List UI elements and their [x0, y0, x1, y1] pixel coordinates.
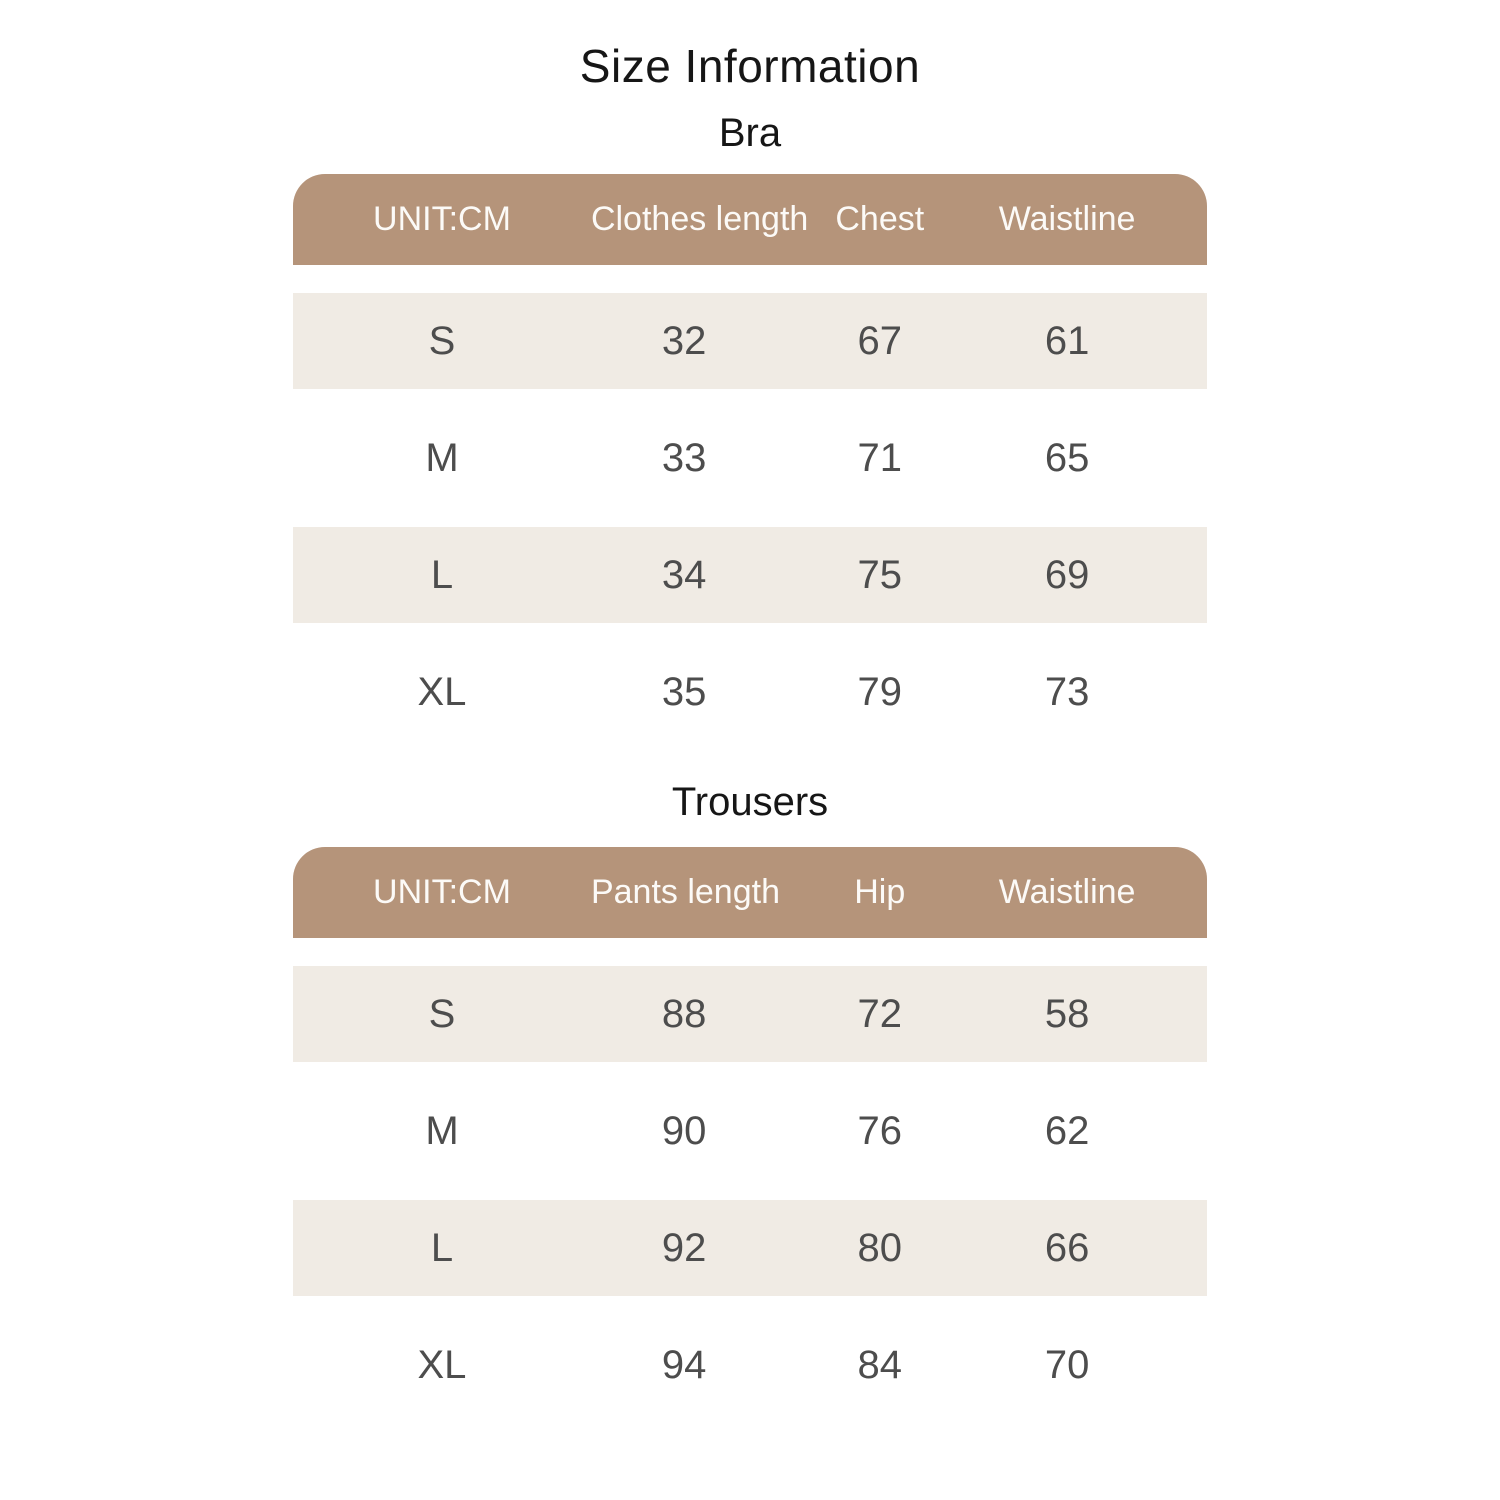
value-cell: 65 [1044, 435, 1090, 480]
value-cell: 80 [857, 1225, 903, 1270]
value-cell: 67 [857, 318, 903, 363]
size-cell: S [428, 991, 456, 1036]
table-row-m [293, 1062, 1207, 1200]
section-title-trousers: Trousers [671, 780, 829, 824]
value-cell: 66 [1044, 1225, 1090, 1270]
size-cell: L [430, 1225, 454, 1270]
table-row-s [293, 293, 1207, 389]
value-cell: 33 [661, 435, 707, 480]
page-title: Size Information [579, 40, 921, 92]
column-header-waistline: Waistline [998, 200, 1136, 238]
value-cell: 90 [661, 1108, 707, 1153]
table-row-s [293, 966, 1207, 1062]
value-cell: 32 [661, 318, 707, 363]
value-cell: 62 [1044, 1108, 1090, 1153]
value-cell: 61 [1044, 318, 1090, 363]
value-cell: 71 [857, 435, 903, 480]
table-row-xl [293, 1296, 1207, 1434]
column-header-clothes-length: Clothes length [590, 200, 809, 238]
value-cell: 94 [661, 1342, 707, 1387]
size-cell: XL [417, 1342, 467, 1387]
value-cell: 79 [857, 669, 903, 714]
unit-label: UNIT:CM [373, 873, 511, 911]
table-row-xl [293, 623, 1207, 761]
size-cell: XL [417, 669, 467, 714]
trousers-table-header [293, 847, 1207, 938]
column-header-pants-length: Pants length [590, 873, 780, 911]
size-cell: S [428, 318, 456, 363]
column-header-hip: Hip [854, 873, 906, 911]
size-cell: L [430, 552, 454, 597]
trousers-size-table [293, 847, 1207, 1434]
value-cell: 88 [661, 991, 707, 1036]
value-cell: 58 [1044, 991, 1090, 1036]
unit-label: UNIT:CM [373, 200, 511, 238]
value-cell: 92 [661, 1225, 707, 1270]
value-cell: 35 [661, 669, 707, 714]
table-row-l [293, 1200, 1207, 1296]
column-header-waistline: Waistline [998, 873, 1136, 911]
size-cell: M [425, 1108, 459, 1153]
table-row-m [293, 389, 1207, 527]
section-title-bra: Bra [718, 111, 782, 155]
column-header-chest: Chest [835, 200, 925, 238]
value-cell: 76 [857, 1108, 903, 1153]
size-cell: M [425, 435, 459, 480]
value-cell: 73 [1044, 669, 1090, 714]
bra-table-header [293, 174, 1207, 265]
value-cell: 34 [661, 552, 707, 597]
value-cell: 70 [1044, 1342, 1090, 1387]
value-cell: 69 [1044, 552, 1090, 597]
value-cell: 72 [857, 991, 903, 1036]
bra-size-table [293, 174, 1207, 761]
value-cell: 84 [857, 1342, 903, 1387]
value-cell: 75 [857, 552, 903, 597]
table-row-l [293, 527, 1207, 623]
